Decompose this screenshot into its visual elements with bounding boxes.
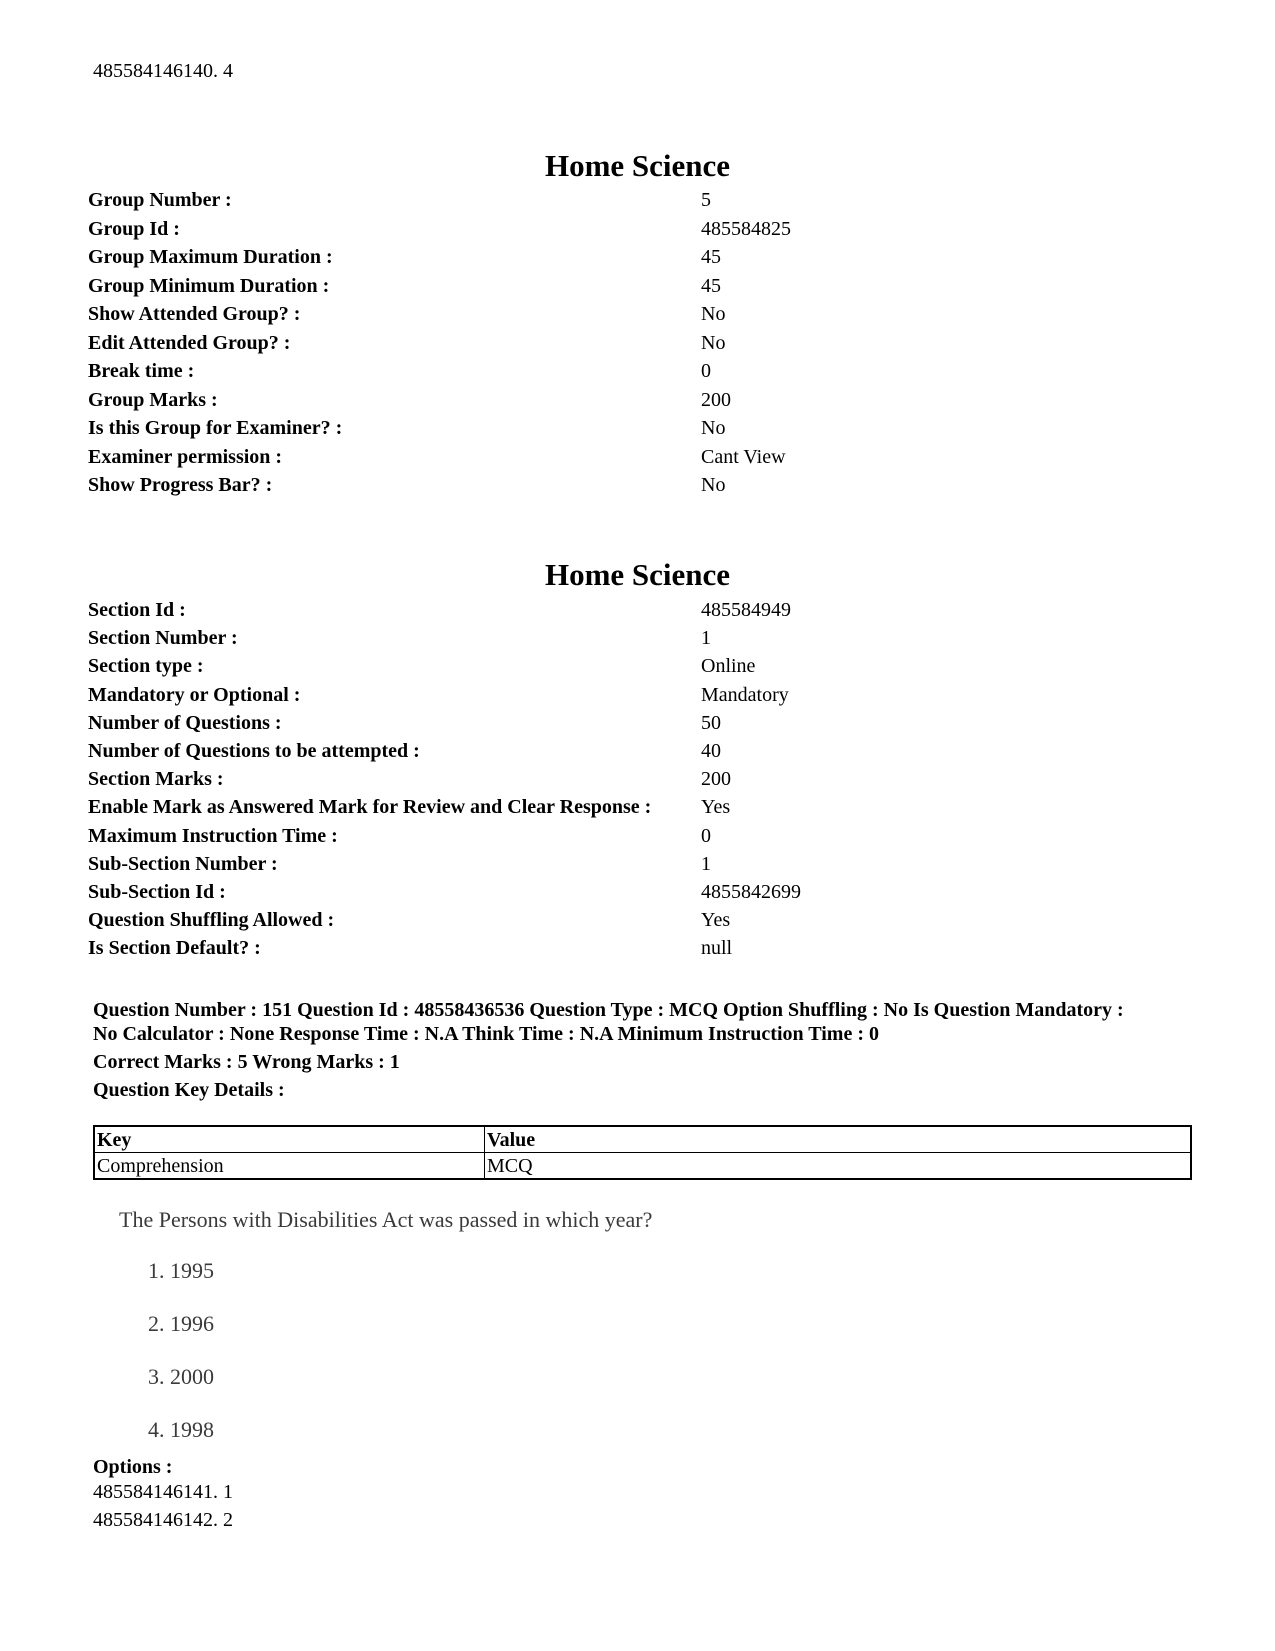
marks-line: Correct Marks : 5 Wrong Marks : 1 <box>93 1051 400 1073</box>
section-detail-row-label: Section type : <box>88 655 204 678</box>
group-detail-row-value: 5 <box>701 189 711 211</box>
group-detail-row-label: Group Number : <box>88 189 232 211</box>
group-detail-row-label: Examiner permission : <box>88 445 283 468</box>
group-detail-row-value: No <box>701 303 726 325</box>
section-detail-row <box>88 596 1188 624</box>
group-detail-row <box>88 186 1188 214</box>
group-detail-row-label: Show Attended Group? : <box>88 303 301 325</box>
group-detail-row <box>88 414 1188 442</box>
section-detail-row-value: 485584949 <box>701 599 791 621</box>
section-detail-row-label: Section Marks : <box>88 768 224 791</box>
section-detail-row <box>88 850 1188 878</box>
key-table-header-row <box>94 1126 1191 1153</box>
section-title: Home Science <box>544 557 731 592</box>
section-detail-row-label: Sub-Section Id : <box>88 881 226 903</box>
group-detail-row <box>88 329 1188 357</box>
options-label: Options : <box>93 1456 173 1478</box>
group-detail-row-label: Break time : <box>88 360 195 382</box>
key-details-label: Question Key Details : <box>93 1079 285 1101</box>
group-detail-row <box>88 443 1188 471</box>
section-detail-row-value: 50 <box>701 711 721 734</box>
section-detail-row <box>88 709 1188 737</box>
choice-1: 1. 1995 <box>148 1258 214 1283</box>
section-detail-row-value: Yes <box>701 796 731 819</box>
section-detail-row-label: Section Id : <box>88 599 186 621</box>
question-info-line-2: No Calculator : None Response Time : N.A Think Time : N.A Minimum Instruction Time : 0 <box>93 1023 879 1045</box>
section-detail-row <box>88 652 1188 680</box>
group-detail-row <box>88 471 1188 499</box>
group-detail-row-value: No <box>701 474 726 496</box>
key-table-header-key: Key <box>94 1126 485 1153</box>
group-detail-row-value: 200 <box>701 388 731 411</box>
question-info-line-1: Question Number : 151 Question Id : 48558436536 Question Type : MCQ Option Shuffling : No Is Question Mandatory : <box>93 999 1124 1021</box>
group-detail-row <box>88 386 1188 414</box>
section-detail-row <box>88 793 1188 821</box>
group-detail-row-value: 45 <box>701 246 721 268</box>
group-detail-row-label: Group Maximum Duration : <box>88 246 333 268</box>
choice-3: 3. 2000 <box>148 1364 214 1389</box>
section-detail-row-value: 1 <box>701 627 711 650</box>
group-detail-row-label: Show Progress Bar? : <box>88 474 273 496</box>
group-detail-row-value: No <box>701 331 726 354</box>
group-detail-row <box>88 243 1188 271</box>
section-detail-row-label: Is Section Default? : <box>88 937 261 960</box>
group-detail-row-label: Group Marks : <box>88 388 218 411</box>
group-detail-row-value: 485584825 <box>701 217 791 240</box>
section-detail-row-label: Mandatory or Optional : <box>88 683 301 706</box>
section-detail-row-label: Sub-Section Number : <box>88 852 278 875</box>
group-detail-row <box>88 272 1188 300</box>
section-detail-row-value: null <box>701 937 733 960</box>
question-text: The Persons with Disabilities Act was passed in which year? <box>119 1207 653 1232</box>
group-detail-row-label: Group Id : <box>88 217 180 240</box>
key-table-header-value: Value <box>485 1126 1192 1153</box>
group-detail-row <box>88 357 1188 385</box>
option-id-line: 485584146140. 4 <box>93 60 233 82</box>
group-detail-row-value: Cant View <box>701 445 786 468</box>
group-title: Home Science <box>544 148 731 183</box>
section-detail-row-label: Section Number : <box>88 627 238 650</box>
group-detail-row-label: Is this Group for Examiner? : <box>88 417 343 439</box>
group-detail-row-value: 45 <box>701 274 721 297</box>
section-detail-row-value: Yes <box>701 909 731 932</box>
section-detail-row <box>88 934 1188 962</box>
section-detail-row-label: Number of Questions : <box>88 711 282 734</box>
section-detail-row-value: 4855842699 <box>701 881 801 903</box>
section-detail-row <box>88 822 1188 850</box>
section-detail-row-label: Enable Mark as Answered Mark for Review and Clear Response : <box>88 796 652 819</box>
section-detail-row-value: Mandatory <box>701 683 789 706</box>
group-detail-row-value: 0 <box>701 360 711 382</box>
section-detail-row <box>88 624 1188 652</box>
group-detail-row-label: Edit Attended Group? : <box>88 331 291 354</box>
section-detail-row-label: Question Shuffling Allowed : <box>88 909 335 932</box>
key-table-cell-key: Comprehension <box>94 1153 485 1180</box>
section-detail-row <box>88 737 1188 765</box>
question-key-table <box>93 1125 1192 1180</box>
section-detail-row-value: 0 <box>701 824 711 847</box>
section-detail-row <box>88 765 1188 793</box>
option-id-2: 485584146142. 2 <box>93 1509 233 1531</box>
section-detail-row <box>88 906 1188 934</box>
choice-4: 4. 1998 <box>148 1417 214 1442</box>
section-detail-row-label: Maximum Instruction Time : <box>88 824 338 847</box>
option-id-1: 485584146141. 1 <box>93 1481 233 1503</box>
group-detail-row-value: No <box>701 417 726 439</box>
table-row <box>94 1153 1191 1180</box>
section-detail-row <box>88 681 1188 709</box>
group-detail-row <box>88 215 1188 243</box>
section-detail-row-value: 1 <box>701 852 711 875</box>
section-detail-row-value: 200 <box>701 768 731 791</box>
key-table-cell-value: MCQ <box>485 1153 1192 1180</box>
choice-2: 2. 1996 <box>148 1311 214 1336</box>
section-detail-row-value: 40 <box>701 740 721 762</box>
section-detail-row <box>88 878 1188 906</box>
section-detail-row-label: Number of Questions to be attempted : <box>88 740 420 762</box>
group-detail-row-label: Group Minimum Duration : <box>88 274 330 297</box>
group-detail-row <box>88 300 1188 328</box>
section-detail-row-value: Online <box>701 655 756 678</box>
